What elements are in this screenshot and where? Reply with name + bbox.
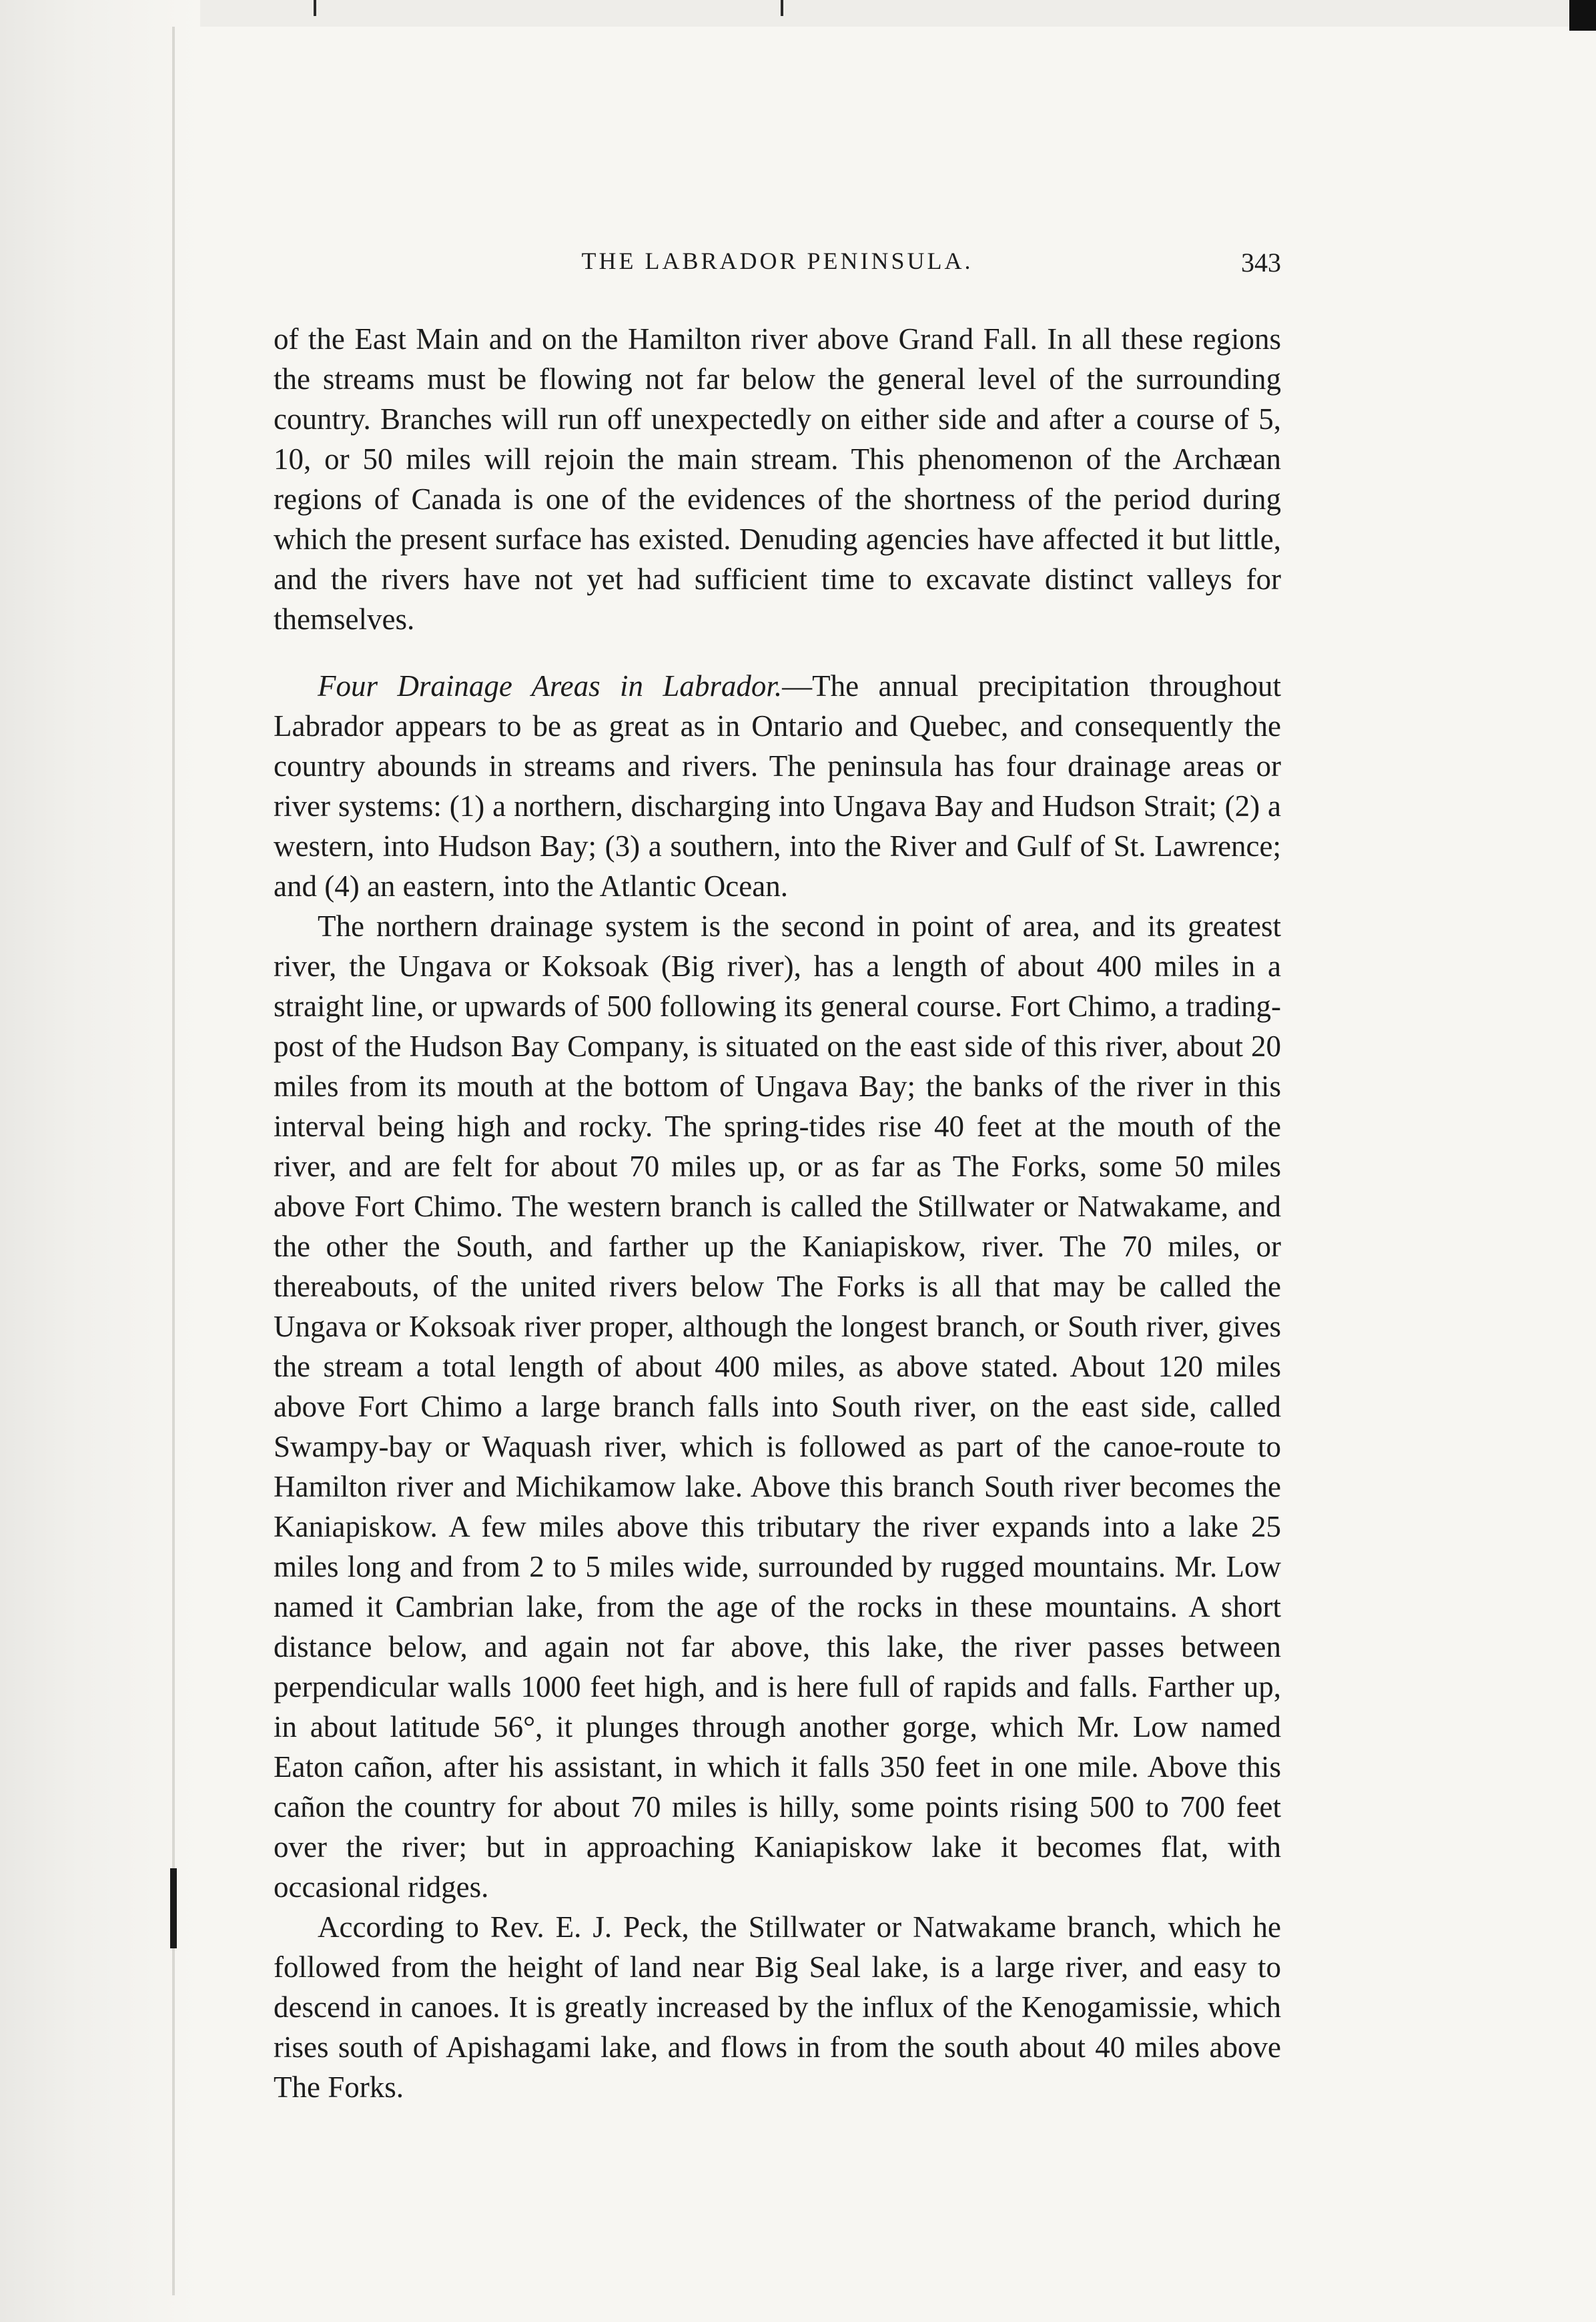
scan-edge-mark <box>314 0 316 16</box>
running-title: THE LABRADOR PENINSULA. <box>581 248 973 274</box>
running-head <box>274 240 1281 287</box>
page-gutter <box>172 27 175 2295</box>
paragraph-northern-drainage <box>274 906 1281 1907</box>
body-text <box>274 319 1281 2107</box>
paragraph-text: The northern drainage system is the second in point of area, and its greatest river, the Ungava or Koksoak (Big river), has a length of about 400 miles in a straight line, or upwards of 500 following its general course. Fort Chimo, a trading-post of the Hudson Bay Company, is situated on the east side of this river, about 20 miles from its mouth at the bottom of Ungava Bay; the banks of the river in this interval being high and rocky. The spring-tides rise 40 feet at the mouth of the river, and are felt for about 70 miles up, or as far as The Forks, some 50 miles above Fort Chimo. The western branch is called the Stillwater or Natwakame, and the other the South, and farther up the Kaniapiskow, river. The 70 miles, or thereabouts, of the united rivers below The Forks is all that may be called the Ungava or Koksoak river proper, although the longest branch, or South river, gives the stream a total length of about 400 miles, as above stated. About 120 miles above Fort Chimo a large branch falls into South river, on the east side, called Swampy-bay or Waquash river, which is followed as part of the canoe-route to Hamilton river and Michikamow lake. Above this branch South river becomes the Kaniapiskow. A few miles above this tributary the river expands into a lake 25 miles long and from 2 to 5 miles wide, surrounded by rugged mountains. Mr. Low named it Cambrian lake, from the age of the rocks in these mountains. A short distance below, and again not far above, this lake, the river passes between perpendicular walls 1000 feet high, and is here full of rapids and falls. Farther up, in about latitude 56°, it plunges through another gorge, which Mr. Low named Eaton cañon, after his assistant, in which it falls 350 feet in one mile. Above this cañon the country for about 70 miles is hilly, some points rising 500 to 700 feet over the river; but in approaching Kaniapiskow lake it becomes flat, with occasional ridges. <box>274 909 1281 1904</box>
scan-edge-mark <box>781 0 783 16</box>
page-number: 343 <box>1241 248 1281 278</box>
scan-left-margin <box>0 0 200 2322</box>
paragraph-drainage-areas <box>274 666 1281 906</box>
scan-top-edge <box>0 0 1596 27</box>
paragraph-continuation <box>274 319 1281 639</box>
scan-corner-mark <box>1569 0 1596 31</box>
scan-spine-mark <box>170 1868 177 1948</box>
paragraph-peck-account <box>274 1907 1281 2107</box>
paragraph-text: of the East Main and on the Hamilton river above Grand Fall. In all these regions the streams must be flowing not far below the general level of the surrounding country. Branches will run off unexpectedly on either side and after a course of 5, 10, or 50 miles will rejoin the main stream. This phenomenon of the Archæan regions of Canada is one of the evidences of the shortness of the period during which the present surface has existed. Denuding agencies have affected it but little, and the rivers have not yet had sufficient time to excavate distinct valleys for themselves. <box>274 322 1281 636</box>
section-heading: Four Drainage Areas in Labrador. <box>318 669 783 703</box>
paragraph-text: According to Rev. E. J. Peck, the Stillwater or Natwakame branch, which he followed from the height of land near Big Seal lake, is a large river, and easy to descend in canoes. It is greatly increased by the influx of the Kenogamissie, which rises south of Apishagami lake, and flows in from the south about 40 miles above The Forks. <box>274 1910 1281 2104</box>
book-page <box>274 240 1281 2107</box>
paragraph-text: —The annual precipitation throughout Labrador appears to be as great as in Ontario and Quebec, and consequently the country abounds in streams and rivers. The peninsula has four drainage areas or river systems: (1) a northern, discharging into Ungava Bay and Hudson Strait; (2) a western, into Hudson Bay; (3) a southern, into the River and Gulf of St. Lawrence; and (4) an eastern, into the Atlantic Ocean. <box>274 669 1281 903</box>
